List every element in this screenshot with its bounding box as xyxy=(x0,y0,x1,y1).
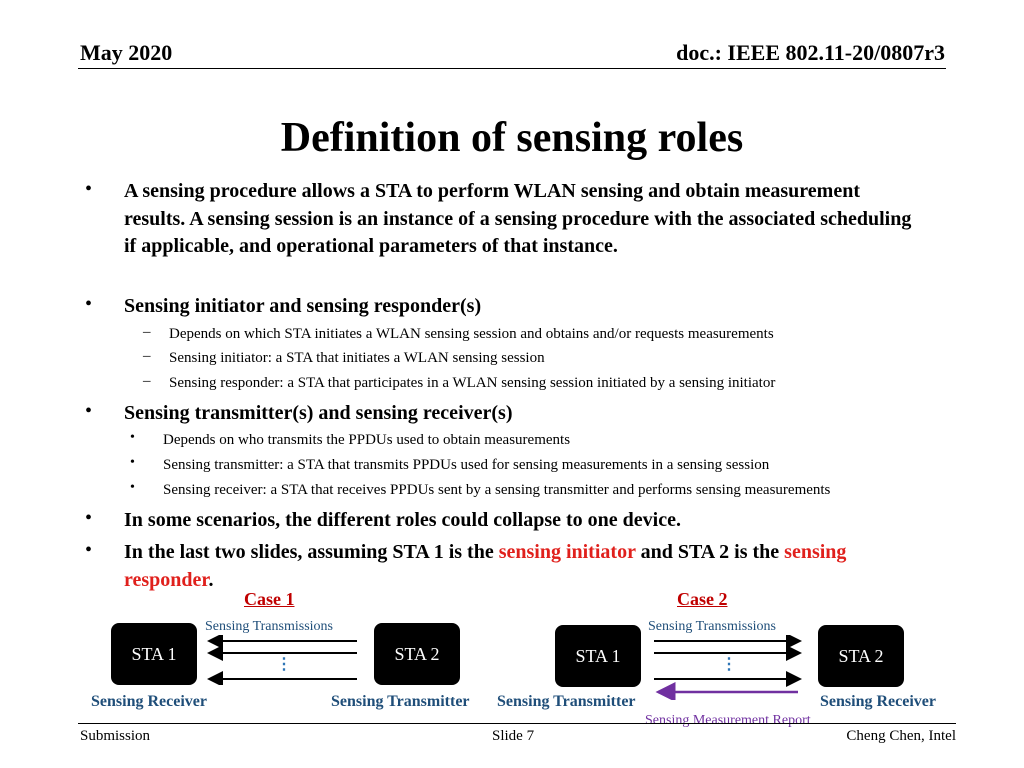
bullet-icon: • xyxy=(85,293,93,315)
footer-slide-number: Slide 7 xyxy=(492,728,535,744)
sub-bullet-text: Sensing initiator: a STA that initiates a WLAN sensing session xyxy=(169,350,545,366)
bullet-icon: • xyxy=(130,480,135,495)
sub-bullet-text: Sensing receiver: a STA that receives PPDUs sent by a sensing transmitter and performs sensing measurements xyxy=(163,482,831,498)
footer-divider xyxy=(78,723,956,724)
assumption-text-1: In the last two slides, assuming STA 1 is the xyxy=(124,541,499,563)
case-2-ellipsis: ⋮ xyxy=(721,656,737,673)
sensing-responder-highlight: sensing responder xyxy=(124,541,847,591)
case-2-sta-2: STA 2 xyxy=(818,625,904,687)
case-1-ellipsis: ⋮ xyxy=(276,656,292,673)
dash-icon: – xyxy=(143,348,151,364)
assumption-text-2: and STA 2 is the xyxy=(635,541,785,563)
bullet-text: A sensing procedure allows a STA to perform WLAN sensing and obtain measurement results. A sensing session is an instance of a sensing procedure with the associated scheduling if applicable, and operational parameters of that instance. xyxy=(124,180,912,257)
case-1-sta-2: STA 2 xyxy=(374,623,460,685)
bullet-text: Sensing initiator and sensing responder(s) xyxy=(124,295,482,317)
bullet-icon: • xyxy=(85,507,93,529)
bullet-text: In some scenarios, the different roles could collapse to one device. xyxy=(124,509,681,531)
bullet-icon: • xyxy=(130,455,135,470)
sub-bullet-text: Depends on which STA initiates a WLAN sensing session and obtains and/or requests measurements xyxy=(169,326,774,342)
sub-bullet-text: Sensing responder: a STA that participates in a WLAN sensing session initiated by a sensing initiator xyxy=(169,375,776,391)
header-doc-id: doc.: IEEE 802.11-20/0807r3 xyxy=(676,40,945,65)
assumption-text-end: . xyxy=(208,568,214,591)
bullet-icon: • xyxy=(130,430,135,445)
case-1-title: Case 1 xyxy=(244,589,295,609)
footer-author: Cheng Chen, Intel xyxy=(846,728,956,744)
header-date: May 2020 xyxy=(80,40,173,65)
dash-icon: – xyxy=(143,324,151,340)
bullet-icon: • xyxy=(85,400,93,422)
case-2-transmissions-label: Sensing Transmissions xyxy=(648,619,776,634)
case-2-title: Case 2 xyxy=(677,589,728,609)
sensing-initiator-highlight: sensing initiator xyxy=(498,541,636,563)
bullet-text: Sensing transmitter(s) and sensing receiver(s) xyxy=(124,402,513,424)
slide-title: Definition of sensing roles xyxy=(280,115,744,161)
bullet-icon: • xyxy=(85,178,93,200)
sub-bullet-text: Sensing transmitter: a STA that transmits PPDUs used for sensing measurements in a sensing session xyxy=(163,457,770,473)
bullet-icon: • xyxy=(85,539,93,561)
case-1-sta-1: STA 1 xyxy=(111,623,197,685)
sub-bullet-text: Depends on who transmits the PPDUs used to obtain measurements xyxy=(163,432,571,448)
case-2-sta-1: STA 1 xyxy=(555,625,641,687)
case-2-role-transmitter: Sensing Transmitter xyxy=(497,693,636,710)
case-1-role-receiver: Sensing Receiver xyxy=(91,693,207,710)
dash-icon: – xyxy=(143,373,151,389)
case-1-transmissions-label: Sensing Transmissions xyxy=(205,619,333,634)
bullet-text xyxy=(124,539,924,594)
header-divider xyxy=(78,68,946,69)
case-2-role-receiver: Sensing Receiver xyxy=(820,693,936,710)
footer-submission: Submission xyxy=(80,728,151,744)
case-2-report-label: Sensing Measurement Report xyxy=(645,713,811,728)
case-1-role-transmitter: Sensing Transmitter xyxy=(331,693,470,710)
